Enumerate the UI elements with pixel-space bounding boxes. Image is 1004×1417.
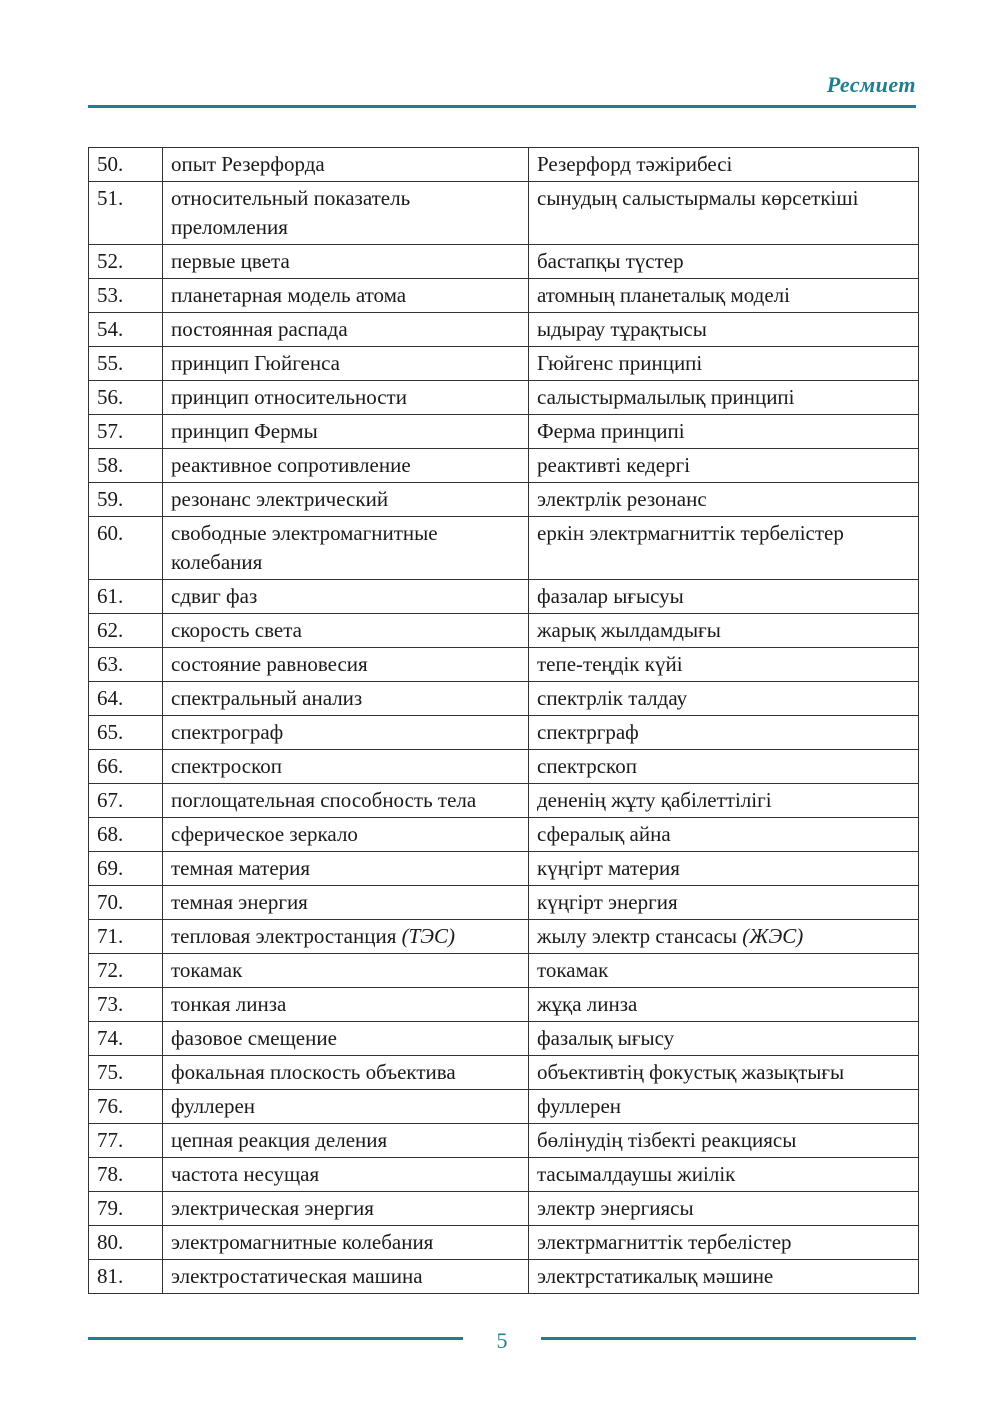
table-row <box>89 682 919 716</box>
kazakh-term: ыдырау тұрақтысы <box>537 317 707 341</box>
table-row <box>89 818 919 852</box>
row-number: 76. <box>89 1090 163 1124</box>
table-row <box>89 1192 919 1226</box>
glossary-table <box>88 147 919 1294</box>
russian-term: принцип относительности <box>171 385 407 409</box>
russian-term-cell <box>163 580 529 614</box>
kazakh-term: токамак <box>537 958 609 982</box>
russian-term: поглощательная способность тела <box>171 788 477 812</box>
header-divider <box>88 105 916 108</box>
russian-term-cell <box>163 886 529 920</box>
russian-term-cell <box>163 750 529 784</box>
kazakh-term: жұқа линза <box>537 992 638 1016</box>
row-number: 72. <box>89 954 163 988</box>
kazakh-term-cell <box>529 580 919 614</box>
russian-term: свободные электромагнитные колебания <box>171 521 438 574</box>
table-row <box>89 750 919 784</box>
row-number: 57. <box>89 415 163 449</box>
kazakh-term: электрмагниттік тербелістер <box>537 1230 792 1254</box>
kazakh-term-cell <box>529 483 919 517</box>
kazakh-term-cell <box>529 1124 919 1158</box>
table-row <box>89 784 919 818</box>
russian-term: фокальная плоскость объектива <box>171 1060 456 1084</box>
kazakh-term-cell <box>529 1260 919 1294</box>
kazakh-term: еркін электрмагниттік тербелістер <box>537 521 844 545</box>
russian-term: частота несущая <box>171 1162 320 1186</box>
row-number: 78. <box>89 1158 163 1192</box>
row-number: 64. <box>89 682 163 716</box>
table-row <box>89 148 919 182</box>
russian-term-cell <box>163 682 529 716</box>
russian-term-cell <box>163 182 529 245</box>
row-number: 81. <box>89 1260 163 1294</box>
kazakh-term: объективтің фокустық жазықтығы <box>537 1060 845 1084</box>
kazakh-term-cell <box>529 1192 919 1226</box>
kazakh-term: салыстырмалылық принципі <box>537 385 795 409</box>
russian-term-cell <box>163 483 529 517</box>
kazakh-term: атомның планеталық моделі <box>537 283 790 307</box>
kazakh-term: дененің жұту қабілеттілігі <box>537 788 772 812</box>
russian-term-cell <box>163 148 529 182</box>
table-row <box>89 988 919 1022</box>
kazakh-term: спектрскоп <box>537 754 637 778</box>
russian-term-cell <box>163 1022 529 1056</box>
row-number: 71. <box>89 920 163 954</box>
russian-term: постоянная распада <box>171 317 348 341</box>
russian-term-cell <box>163 818 529 852</box>
kazakh-term: Ферма принципі <box>537 419 685 443</box>
russian-term: планетарная модель атома <box>171 283 407 307</box>
russian-term: токамак <box>171 958 243 982</box>
kazakh-term: реактивті кедергі <box>537 453 691 477</box>
russian-term-cell <box>163 1124 529 1158</box>
russian-term-cell <box>163 1158 529 1192</box>
row-number: 52. <box>89 245 163 279</box>
kazakh-term-cell <box>529 313 919 347</box>
russian-term-cell <box>163 415 529 449</box>
table-row <box>89 886 919 920</box>
kazakh-term-cell <box>529 614 919 648</box>
kazakh-term: жылу электр стансасы <box>537 924 738 948</box>
kazakh-term: спектрлік талдау <box>537 686 688 710</box>
table-row <box>89 1158 919 1192</box>
row-number: 50. <box>89 148 163 182</box>
kazakh-term-cell <box>529 988 919 1022</box>
kazakh-term: бөлінудің тізбекті реакциясы <box>537 1128 797 1152</box>
table-row <box>89 580 919 614</box>
russian-term-cell <box>163 517 529 580</box>
russian-term: тепловая электростанция <box>171 924 397 948</box>
russian-term-cell <box>163 449 529 483</box>
table-row <box>89 381 919 415</box>
russian-term-cell <box>163 988 529 1022</box>
table-row <box>89 1022 919 1056</box>
running-header-title: Ресмиет <box>826 72 916 97</box>
russian-term: электромагнитные колебания <box>171 1230 434 1254</box>
row-number: 74. <box>89 1022 163 1056</box>
table-row <box>89 648 919 682</box>
russian-term: фазовое смещение <box>171 1026 337 1050</box>
kazakh-term-cell <box>529 1022 919 1056</box>
russian-term-cell <box>163 648 529 682</box>
row-number: 70. <box>89 886 163 920</box>
russian-term: первые цвета <box>171 249 290 273</box>
kazakh-term: күңгірт материя <box>537 856 680 880</box>
row-number: 63. <box>89 648 163 682</box>
table-row <box>89 279 919 313</box>
row-number: 73. <box>89 988 163 1022</box>
kazakh-term: фазалар ығысуы <box>537 584 684 608</box>
table-row <box>89 614 919 648</box>
kazakh-term: электрстатикалық мәшине <box>537 1264 774 1288</box>
kazakh-term-cell <box>529 182 919 245</box>
kazakh-term: бастапқы түстер <box>537 249 684 273</box>
kazakh-term-cell <box>529 818 919 852</box>
russian-term: спектральный анализ <box>171 686 363 710</box>
kazakh-term: фазалық ығысу <box>537 1026 675 1050</box>
russian-term: резонанс электрический <box>171 487 389 511</box>
page-number: 5 <box>496 1328 508 1353</box>
kazakh-term-cell <box>529 381 919 415</box>
russian-term: темная энергия <box>171 890 308 914</box>
row-number: 66. <box>89 750 163 784</box>
russian-term-cell <box>163 279 529 313</box>
row-number: 58. <box>89 449 163 483</box>
kazakh-term-cell <box>529 415 919 449</box>
kazakh-term-cell <box>529 716 919 750</box>
russian-term: реактивное сопротивление <box>171 453 411 477</box>
kazakh-term-cell <box>529 347 919 381</box>
table-row <box>89 415 919 449</box>
kazakh-term-cell <box>529 920 919 954</box>
kazakh-term-cell <box>529 682 919 716</box>
row-number: 80. <box>89 1226 163 1260</box>
kazakh-term-cell <box>529 1090 919 1124</box>
kazakh-term-cell <box>529 148 919 182</box>
russian-term: спектроскоп <box>171 754 282 778</box>
row-number: 67. <box>89 784 163 818</box>
russian-term: скорость света <box>171 618 302 642</box>
table-row <box>89 1124 919 1158</box>
row-number: 75. <box>89 1056 163 1090</box>
row-number: 56. <box>89 381 163 415</box>
russian-term-cell <box>163 347 529 381</box>
table-row <box>89 347 919 381</box>
russian-term: темная материя <box>171 856 311 880</box>
row-number: 54. <box>89 313 163 347</box>
row-number: 65. <box>89 716 163 750</box>
russian-term: электрическая энергия <box>171 1196 374 1220</box>
kazakh-term: күңгірт энергия <box>537 890 678 914</box>
kazakh-term: Резерфорд тәжірибесі <box>537 152 733 176</box>
table-row <box>89 716 919 750</box>
kazakh-term: сынудың салыстырмалы көрсеткіші <box>537 186 859 210</box>
kazakh-term-cell <box>529 886 919 920</box>
kazakh-term: спектрграф <box>537 720 639 744</box>
russian-term-cell <box>163 784 529 818</box>
kazakh-term: электр энергиясы <box>537 1196 694 1220</box>
kazakh-term: тепе-теңдік күйі <box>537 652 683 676</box>
russian-term: принцип Фермы <box>171 419 318 443</box>
glossary-table-body <box>89 148 919 1294</box>
russian-term-cell <box>163 245 529 279</box>
kazakh-term: Гюйгенс принципі <box>537 351 703 375</box>
row-number: 62. <box>89 614 163 648</box>
kazakh-term-cell <box>529 245 919 279</box>
russian-term: состояние равновесия <box>171 652 368 676</box>
russian-term-cell <box>163 1090 529 1124</box>
table-row <box>89 1090 919 1124</box>
row-number: 79. <box>89 1192 163 1226</box>
row-number: 59. <box>89 483 163 517</box>
russian-term: цепная реакция деления <box>171 1128 388 1152</box>
russian-term-cell <box>163 852 529 886</box>
kazakh-term: электрлік резонанс <box>537 487 707 511</box>
russian-term-cell <box>163 1192 529 1226</box>
row-number: 51. <box>89 182 163 245</box>
table-row <box>89 245 919 279</box>
kazakh-term: фуллерен <box>537 1094 621 1118</box>
footer-divider-right <box>541 1337 916 1340</box>
russian-abbreviation: (ТЭС) <box>401 924 456 948</box>
row-number: 60. <box>89 517 163 580</box>
russian-term-cell <box>163 1260 529 1294</box>
table-row <box>89 1226 919 1260</box>
kazakh-term-cell <box>529 449 919 483</box>
table-row <box>89 1056 919 1090</box>
kazakh-term-cell <box>529 279 919 313</box>
row-number: 69. <box>89 852 163 886</box>
kazakh-term-cell <box>529 784 919 818</box>
russian-term-cell <box>163 1226 529 1260</box>
row-number: 77. <box>89 1124 163 1158</box>
footer-divider-left <box>88 1337 463 1340</box>
russian-term: относительный показатель преломления <box>171 186 411 239</box>
kazakh-term-cell <box>529 648 919 682</box>
row-number: 61. <box>89 580 163 614</box>
kazakh-term: тасымалдаушы жиілік <box>537 1162 736 1186</box>
russian-term: тонкая линза <box>171 992 287 1016</box>
russian-term-cell <box>163 313 529 347</box>
russian-term: принцип Гюйгенса <box>171 351 340 375</box>
russian-term: опыт Резерфорда <box>171 152 325 176</box>
kazakh-term-cell <box>529 852 919 886</box>
kazakh-term-cell <box>529 1226 919 1260</box>
table-row <box>89 483 919 517</box>
table-row <box>89 517 919 580</box>
russian-term-cell <box>163 716 529 750</box>
kazakh-term-cell <box>529 1158 919 1192</box>
kazakh-term: сфералық айна <box>537 822 671 846</box>
table-row <box>89 954 919 988</box>
kazakh-term-cell <box>529 750 919 784</box>
russian-term-cell <box>163 381 529 415</box>
russian-term: сферическое зеркало <box>171 822 358 846</box>
row-number: 53. <box>89 279 163 313</box>
row-number: 68. <box>89 818 163 852</box>
russian-term-cell <box>163 1056 529 1090</box>
table-row <box>89 1260 919 1294</box>
russian-term: сдвиг фаз <box>171 584 258 608</box>
kazakh-term: жарық жылдамдығы <box>537 618 721 642</box>
table-row <box>89 313 919 347</box>
russian-term: спектрограф <box>171 720 284 744</box>
russian-term-cell <box>163 614 529 648</box>
kazakh-abbreviation: (ЖЭС) <box>742 924 804 948</box>
table-row <box>89 449 919 483</box>
row-number: 55. <box>89 347 163 381</box>
kazakh-term-cell <box>529 517 919 580</box>
table-row <box>89 182 919 245</box>
table-row <box>89 852 919 886</box>
kazakh-term-cell <box>529 1056 919 1090</box>
russian-term-cell <box>163 954 529 988</box>
table-row <box>89 920 919 954</box>
russian-term: фуллерен <box>171 1094 255 1118</box>
kazakh-term-cell <box>529 954 919 988</box>
russian-term: электростатическая машина <box>171 1264 423 1288</box>
russian-term-cell <box>163 920 529 954</box>
